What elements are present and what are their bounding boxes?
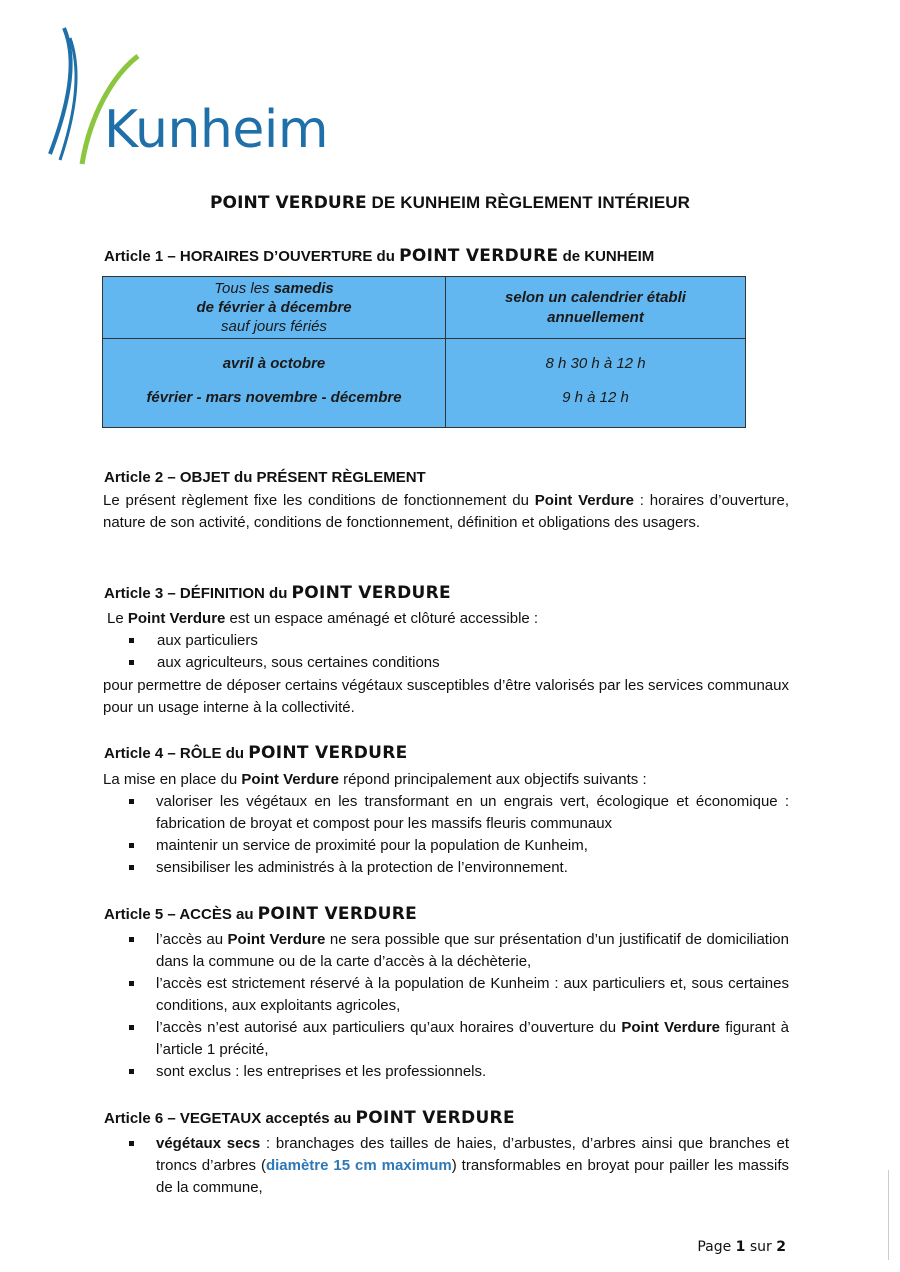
- opening-hours-table: [102, 276, 746, 428]
- article-5-title: [104, 904, 417, 924]
- article-1-suffix: de KUNHEIM: [558, 248, 655, 265]
- list-item-text: aux particuliers: [157, 632, 258, 649]
- list-item: [156, 1017, 789, 1061]
- list-item-text: maintenir un service de proximité pour la population de Kunheim,: [156, 837, 588, 854]
- cell-text: Tous les: [214, 280, 274, 297]
- article-3-prefix: Article 3 – DÉFINITION du: [104, 585, 292, 602]
- list-item-text: : branchages des tailles de haies, d’arbustes, d’arbres ainsi que branches et troncs d’arbres (: [156, 1135, 789, 1174]
- list-item-text: sensibiliser les administrés à la protection de l’environnement.: [156, 859, 568, 876]
- para-bold: Point Verdure: [534, 492, 634, 509]
- article-6-prefix: Article 6 – VEGETAUX acceptés au: [104, 1110, 356, 1127]
- list-item-bold: Point Verdure: [621, 1019, 721, 1036]
- table-cell-days: [103, 277, 446, 339]
- list-item-text: ) transformables en broyat pour pailler les massifs de la commune,: [156, 1157, 789, 1196]
- list-item: [156, 973, 789, 1017]
- footer-total-pages: 2: [776, 1239, 786, 1255]
- table-cell-periods: [103, 339, 446, 428]
- list-item-text: sont exclus : les entreprises et les professionnels.: [156, 1063, 487, 1080]
- table-cell-hours: [446, 339, 746, 428]
- list-item-text: l’accès au: [156, 931, 228, 948]
- article-2-paragraph: [103, 490, 789, 534]
- footer-text: Page: [697, 1239, 736, 1255]
- table-row: [103, 339, 746, 428]
- article-3-list: [157, 630, 789, 674]
- document-title: [0, 193, 900, 213]
- cell-text: sauf jours fériés: [221, 318, 327, 335]
- list-item-text: l’accès est strictement réservé à la population de Kunheim : aux particuliers et, sous certaines conditions, aux exploitants agricoles,: [156, 975, 789, 1014]
- list-item-text: figurant à l’article 1 précité,: [156, 1019, 789, 1058]
- article-1-pv: POINT VERDURE: [399, 246, 559, 266]
- cell-text-bold: février - mars novembre - décembre: [146, 389, 402, 406]
- list-item-highlight: diamètre 15 cm maximum: [265, 1157, 452, 1174]
- para-text: La mise en place du: [103, 771, 242, 788]
- article-2-title: Article 2 – OBJET du PRÉSENT RÈGLEMENT: [104, 469, 426, 486]
- cell-text-bold: selon un calendrier établi: [505, 288, 686, 306]
- page-number: [697, 1239, 786, 1255]
- list-item: [157, 652, 789, 674]
- para-text: Le: [107, 610, 128, 627]
- article-1-prefix: Article 1 – HORAIRES D’OUVERTURE du: [104, 248, 400, 265]
- article-4-pv: POINT VERDURE: [248, 743, 408, 763]
- list-item-text: l’accès n’est autorisé aux particuliers qu’aux horaires d’ouverture du: [156, 1019, 622, 1036]
- title-rest: DE KUNHEIM RÈGLEMENT INTÉRIEUR: [366, 193, 691, 212]
- article-3-title: [104, 583, 451, 603]
- list-item: [156, 791, 789, 835]
- list-item: [156, 835, 789, 857]
- article-4-prefix: Article 4 – RÔLE du: [104, 745, 249, 762]
- cell-text-bold: de février à décembre: [196, 299, 352, 316]
- article-5-list: [156, 929, 789, 1083]
- article-6-list: [156, 1133, 789, 1199]
- para-text: Le présent règlement fixe les conditions de fonctionnement du: [103, 492, 535, 509]
- cell-text-bold: samedis: [273, 280, 334, 297]
- list-item-text: valoriser les végétaux en les transformant en un engrais vert, écologique et économique : fabrication de broyat et compost pour les massifs fleuris communaux: [156, 793, 789, 832]
- article-1-title: [104, 246, 654, 266]
- cell-text-bold: annuellement: [547, 308, 644, 326]
- cell-text: 9 h à 12 h: [562, 389, 629, 406]
- table-cell-calendar: [446, 277, 746, 339]
- cell-text: 8 h 30 h à 12 h: [545, 355, 646, 372]
- article-4-title: [104, 743, 408, 763]
- article-6-pv: POINT VERDURE: [355, 1108, 515, 1128]
- list-item: [157, 630, 789, 652]
- scan-edge-divider: [888, 1170, 889, 1260]
- para-bold: Point Verdure: [241, 771, 339, 788]
- title-point-verdure: POINT VERDURE: [209, 193, 367, 213]
- article-4-list: [156, 791, 789, 879]
- logo-text: Kunheim: [104, 100, 328, 160]
- para-bold: Point Verdure: [127, 610, 226, 627]
- table-row: [103, 277, 746, 339]
- list-item-bold: Point Verdure: [227, 931, 326, 948]
- article-3-outro: pour permettre de déposer certains végétaux susceptibles d’être valorisés par les services communaux pour un usage interne à la collectivité.: [103, 677, 789, 716]
- article-5-prefix: Article 5 – ACCÈS au: [104, 906, 258, 923]
- article-3-pv: POINT VERDURE: [291, 583, 451, 603]
- list-item: [156, 857, 789, 879]
- para-text: répond principalement aux objectifs suivants :: [338, 771, 647, 788]
- list-item: [156, 1133, 789, 1199]
- para-text: est un espace aménagé et clôturé accessible :: [225, 610, 539, 627]
- article-3-intro: [107, 608, 793, 630]
- list-item: [156, 929, 789, 973]
- article-4-intro: [103, 769, 789, 791]
- article-6-title: [104, 1108, 515, 1128]
- footer-current-page: 1: [735, 1239, 746, 1255]
- list-item-text: ne sera possible que sur présentation d’un justificatif de domiciliation dans la commune ou de la carte d’accès à la déchèterie,: [156, 931, 789, 970]
- footer-text: sur: [745, 1239, 777, 1255]
- article-5-pv: POINT VERDURE: [257, 904, 418, 924]
- list-item-text: aux agriculteurs, sous certaines conditions: [157, 654, 440, 671]
- para-text: : horaires d’ouverture, nature de son activité, conditions de fonctionnement, définition et obligations des usagers.: [103, 492, 789, 531]
- list-item: [156, 1061, 789, 1083]
- cell-text-bold: avril à octobre: [222, 355, 326, 372]
- list-item-bold: végétaux secs: [156, 1135, 261, 1152]
